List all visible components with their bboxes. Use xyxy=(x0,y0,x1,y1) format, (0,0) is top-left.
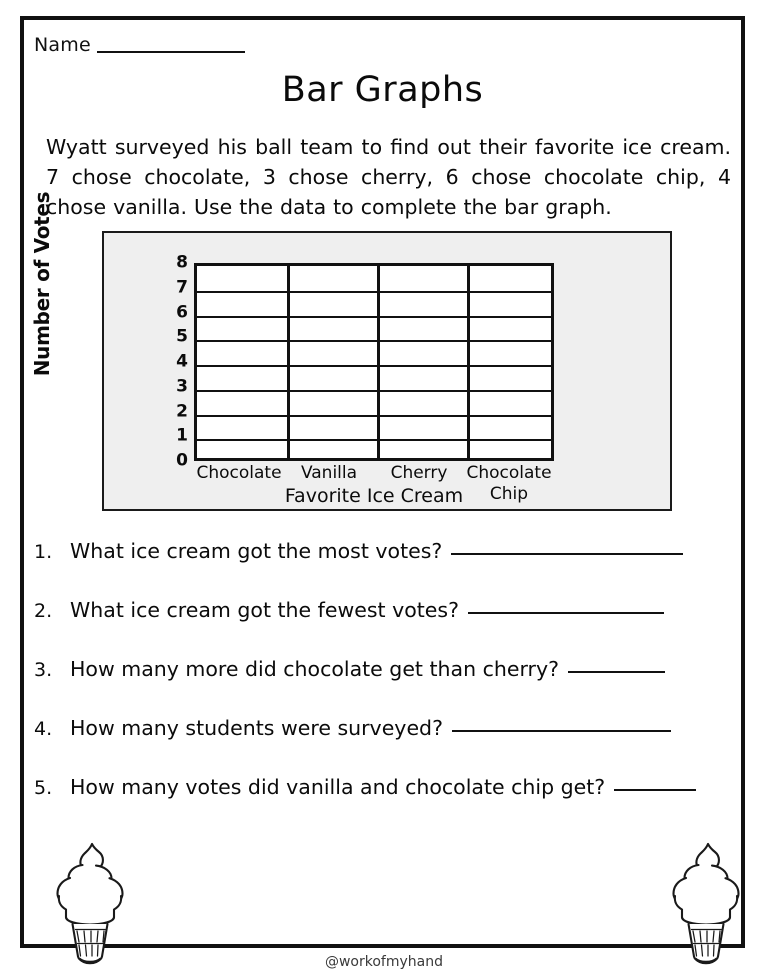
grid-hline xyxy=(197,291,551,293)
grid-vline xyxy=(287,266,290,458)
y-axis-tick-0: 0 xyxy=(176,450,188,471)
bar-graph-panel xyxy=(30,191,672,511)
question-item xyxy=(34,657,746,716)
grid-hline xyxy=(197,340,551,342)
ice-cream-cone-icon-right xyxy=(662,838,754,966)
grid-hline xyxy=(197,439,551,441)
y-axis-tick-8: 8 xyxy=(176,252,188,273)
grid-vline xyxy=(377,266,380,458)
question-list xyxy=(34,539,746,834)
x-axis-label-line: Cherry xyxy=(390,463,448,483)
y-axis-tick-3: 3 xyxy=(176,376,188,397)
question-text: What ice cream got the most votes? xyxy=(70,539,683,563)
grid-hline xyxy=(197,365,551,367)
x-axis-label-line: Vanilla xyxy=(300,463,358,483)
y-axis-title: Number of Votes xyxy=(30,191,54,377)
question-item xyxy=(34,775,746,834)
instructions-text: Wyatt surveyed his ball team to find out their favorite ice cream. 7 chose chocolate, 3 chose cherry, 6 chose chocolate chip, 4 chose vanilla. Use the data to complete the bar graph. xyxy=(46,135,731,220)
question-number: 4. xyxy=(34,718,53,740)
question-item xyxy=(34,598,746,657)
question-item xyxy=(34,539,746,598)
ice-cream-cone-icon-left xyxy=(46,838,138,966)
question-answer-blank[interactable] xyxy=(468,612,664,614)
grid-hline xyxy=(197,415,551,417)
y-axis-tick-1: 1 xyxy=(176,425,188,446)
question-answer-blank[interactable] xyxy=(451,553,683,555)
x-axis-label-line: Chocolate xyxy=(196,463,282,483)
y-axis-tick-labels xyxy=(166,252,188,471)
question-text: How many students were surveyed? xyxy=(70,716,671,740)
x-axis-label-line: Chip xyxy=(489,483,529,504)
name-row xyxy=(34,36,245,55)
grid-vline xyxy=(467,266,470,458)
question-number: 5. xyxy=(34,777,53,799)
question-answer-blank[interactable] xyxy=(452,730,671,732)
question-text: How many votes did vanilla and chocolate chip get? xyxy=(70,775,696,799)
question-text: What ice cream got the fewest votes? xyxy=(70,598,664,622)
question-item xyxy=(34,716,746,775)
grid-hline xyxy=(197,316,551,318)
bar-graph-grid[interactable] xyxy=(194,263,554,461)
question-answer-blank[interactable] xyxy=(614,789,696,791)
question-number: 3. xyxy=(34,659,53,681)
page-title: Bar Graphs xyxy=(281,70,484,110)
x-axis-label-line: Chocolate xyxy=(466,463,552,483)
x-axis-title: Favorite Ice Cream xyxy=(284,485,464,507)
name-label: Name xyxy=(34,34,91,56)
bar-graph-inner xyxy=(30,191,670,509)
question-text: How many more did chocolate get than cherry? xyxy=(70,657,665,681)
worksheet-border xyxy=(20,16,745,948)
y-axis-tick-7: 7 xyxy=(176,277,188,298)
y-axis-tick-2: 2 xyxy=(176,401,188,421)
grid-hline xyxy=(197,390,551,392)
name-blank-line[interactable] xyxy=(97,51,245,53)
question-number: 2. xyxy=(34,600,53,622)
question-answer-blank[interactable] xyxy=(568,671,665,673)
footer-watermark: @workofmyhand xyxy=(324,954,443,970)
y-axis-tick-4: 4 xyxy=(176,351,188,372)
y-axis-tick-5: 5 xyxy=(176,326,188,347)
y-axis-tick-6: 6 xyxy=(176,302,188,322)
question-number: 1. xyxy=(34,541,53,563)
